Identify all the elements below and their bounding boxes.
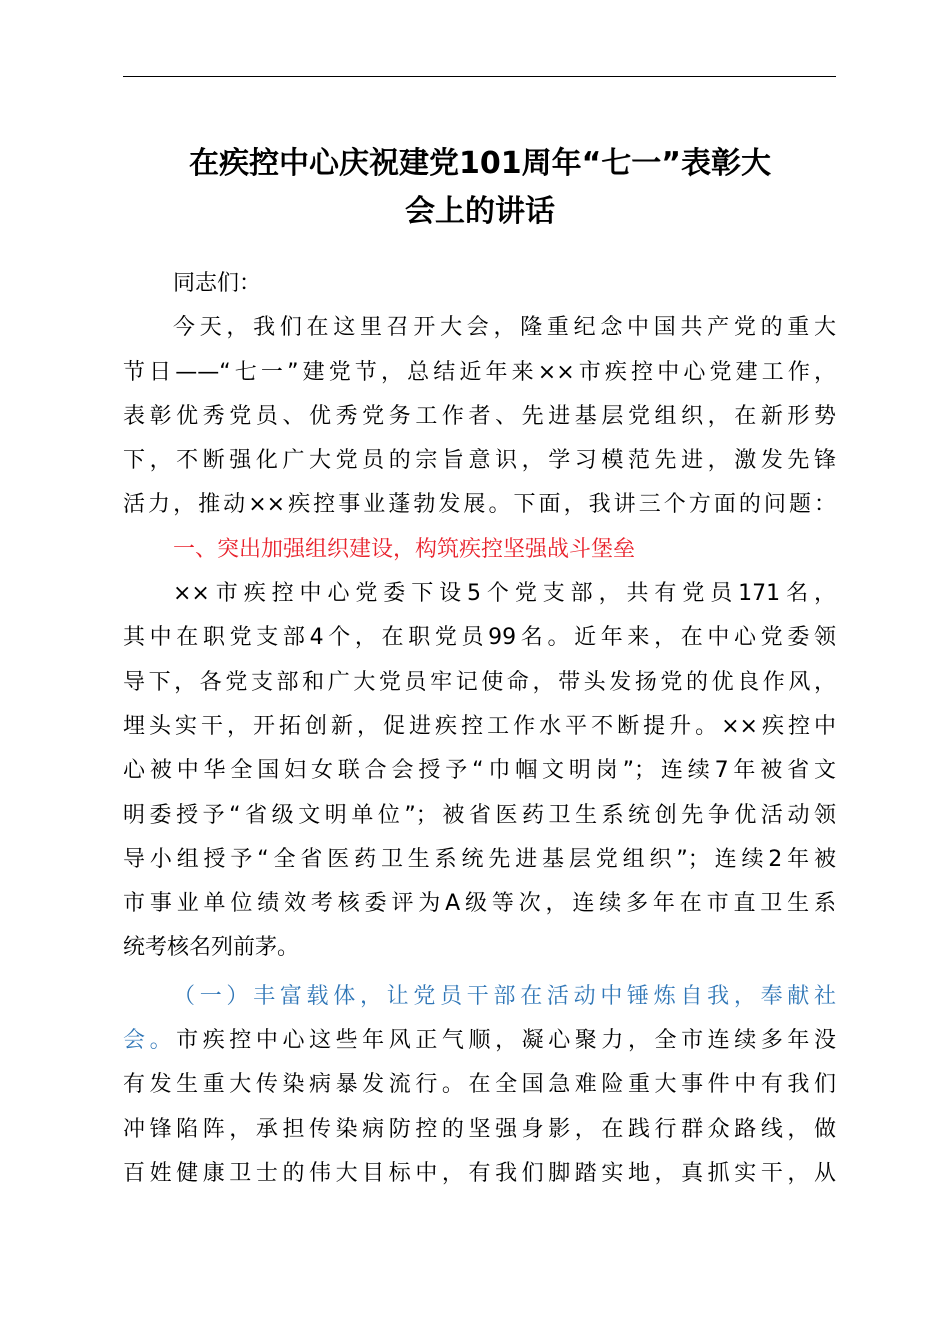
paragraph-line: 节日——“七一”建党节，总结近年来××市疾控中心党建工作， (123, 359, 836, 385)
paragraph-line: 导小组授予“全省医药卫生系统先进基层党组织”；连续2年被 (123, 846, 836, 872)
salutation: 同志们： (173, 271, 262, 296)
paragraph-line: 表彰优秀党员、优秀党务工作者、先进基层党组织，在新形势 (123, 403, 836, 429)
title-line-2: 会上的讲话 (405, 194, 555, 229)
paragraph-line: 下，不断强化广大党员的宗旨意识，学习模范先进，激发先锋 (123, 448, 836, 474)
subsection-heading: （一）丰富载体，让党员干部在活动中锤炼自我，奉献社 (173, 983, 836, 1009)
paragraph-line: 有发生重大传染病暴发流行。在全国急难险重大事件中有我们 (123, 1072, 836, 1098)
paragraph-text: 市疾控中心这些年风正气顺，凝心聚力，全市连续多年没 (176, 1028, 836, 1054)
document-body (123, 262, 836, 1196)
section-heading: 一、突出加强组织建设，构筑疾控坚强战斗堡垒 (173, 536, 636, 562)
paragraph-line: 活力，推动××疾控事业蓬勃发展。下面，我讲三个方面的问题： (123, 492, 836, 518)
paragraph-line: 百姓健康卫士的伟大目标中，有我们脚踏实地，真抓实干，从 (123, 1160, 836, 1186)
paragraph-line: 冲锋陷阵，承担传染病防控的坚强身影，在践行群众路线，做 (123, 1116, 836, 1142)
paragraph-line: 市事业单位绩效考核委评为A级等次，连续多年在市直卫生系 (123, 891, 836, 917)
paragraph-line: 心被中华全国妇女联合会授予“巾帼文明岗”；连续7年被省文 (123, 758, 836, 784)
section-paragraph (123, 572, 836, 971)
paragraph-line: ××市疾控中心党委下设5个党支部，共有党员171名， (173, 581, 836, 607)
paragraph-line: 今天，我们在这里召开大会，隆重纪念中国共产党的重大 (173, 315, 836, 341)
paragraph-line: 其中在职党支部4个，在职党员99名。近年来，在中心党委领 (123, 625, 836, 651)
paragraph-line (123, 1019, 836, 1063)
subsection-paragraph (123, 975, 836, 1196)
paragraph-line: 统考核名列前茅。 (123, 935, 300, 961)
document-title (110, 140, 850, 236)
title-line-1: 在疾控中心庆祝建党101周年“七一”表彰大 (188, 146, 772, 181)
paragraph-line: 埋头实干，开拓创新，促进疾控工作水平不断提升。××疾控中 (123, 713, 836, 739)
subsection-heading-end: 会。 (123, 1028, 177, 1054)
header-rule (123, 76, 836, 77)
paragraph-line: 明委授予“省级文明单位”；被省医药卫生系统创先争优活动领 (123, 802, 836, 828)
intro-paragraph (123, 306, 836, 527)
paragraph-line: 导下，各党支部和广大党员牢记使命，带头发扬党的优良作风， (123, 669, 836, 695)
